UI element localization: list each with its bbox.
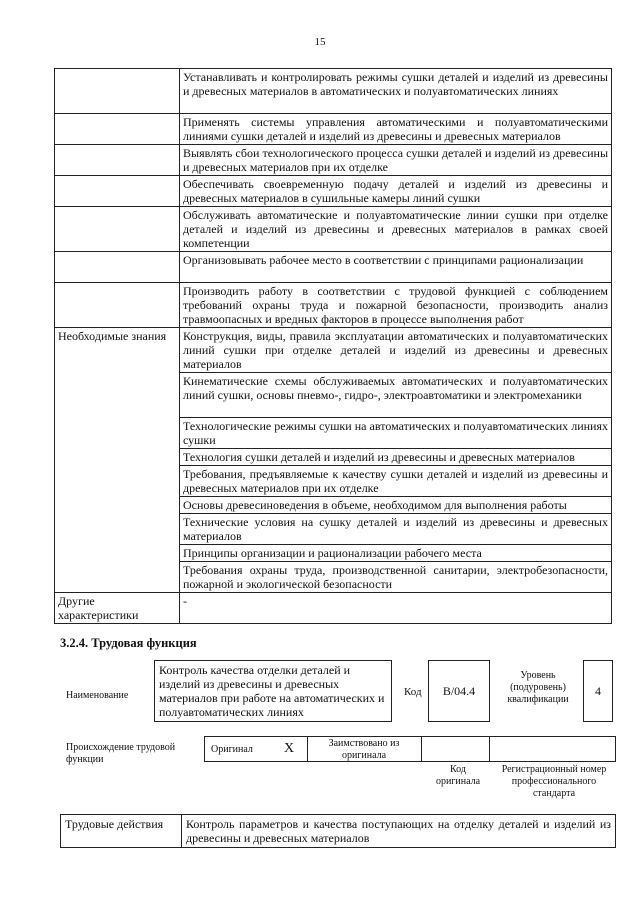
empty-label-cell: [55, 176, 180, 207]
knowledge-item: Технологические режимы сушки на автоматических и полуавтоматических линиях сушки: [180, 418, 612, 449]
actions-label: Трудовые действия: [61, 815, 182, 848]
knowledge-item: Кинематические схемы обслуживаемых автоматических и полуавтоматических линий сушки, основы пневмо-, гидро-, электроавтоматики и электромеханики: [180, 373, 612, 418]
table-row: [55, 328, 612, 373]
function-name-box: [154, 660, 392, 722]
skill-item: Применять системы управления автоматическими и полуавтоматическими линиями сушки деталей и изделий из древесины и древесных материалов: [180, 114, 612, 145]
table-row: [55, 252, 612, 283]
level-value: 4: [595, 684, 601, 698]
table-row: [55, 283, 612, 328]
skill-item: Производить работу в соответствии с трудовой функцией с соблюдением требований охраны труда и пожарной безопасности, производить анализ травмоопасных и вредных факторов в процессе выполнения работ: [180, 283, 612, 328]
empty-label-cell: [55, 283, 180, 328]
knowledge-item: Требования охраны труда, производственной санитарии, электробезопасности, пожарной и экологической безопасности: [180, 562, 612, 593]
knowledge-item: Принципы организации и рационализации рабочего места: [180, 545, 612, 562]
empty-label-cell: [55, 69, 180, 114]
skill-item: Выявлять сбои технологического процесса сушки деталей и изделий из древесины и древесных материалов при их отделке: [180, 145, 612, 176]
actions-value: Контроль параметров и качества поступающих на отделку деталей и изделий из древесины и древесных материалов: [182, 815, 616, 848]
knowledge-item: Требования, предъявляемые к качеству сушки деталей и изделий из древесины и древесных материалов при их отделке: [180, 466, 612, 497]
section-title: 3.2.4. Трудовая функция: [60, 636, 197, 650]
skill-item: Устанавливать и контролировать режимы сушки деталей и изделий из древесины и древесных материалов в автоматических и полуавтоматических линиях: [180, 69, 612, 114]
name-label: Наименование: [66, 690, 129, 701]
divider: [489, 737, 490, 761]
empty-label-cell: [55, 114, 180, 145]
reg-number-caption: Регистрационный номер профессионального стандарта: [501, 764, 607, 799]
knowledge-item: Конструкция, виды, правила эксплуатации автоматических и полуавтоматических линий сушки при отделке деталей и изделий из древесины и древесных материалов: [180, 328, 612, 373]
page-number: 15: [314, 36, 326, 48]
empty-label-cell: [55, 145, 180, 176]
table-row: [55, 207, 612, 252]
table-row: [55, 145, 612, 176]
knowledge-item: Технические условия на сушку деталей и изделий из древесины и древесных материалов: [180, 514, 612, 545]
origin-box: [204, 736, 616, 762]
level-label: Уровень (подуровень) квалификации: [507, 670, 569, 705]
knowledge-item: Основы древесиноведения в объеме, необходимом для выполнения работы: [180, 497, 612, 514]
table-row: [55, 114, 612, 145]
function-code-value: B/04.4: [442, 684, 476, 698]
table-row: [61, 815, 616, 848]
level-box: [583, 660, 613, 722]
code-original-caption: Код оригинала: [435, 764, 481, 787]
skill-item: Обслуживать автоматические и полуавтоматические линии сушки при отделке деталей и изделий из древесины и древесных материалов в рамках своей компетенции: [180, 207, 612, 252]
other-label: Другие характеристики: [55, 593, 180, 624]
divider: [307, 737, 308, 761]
other-value: -: [180, 593, 612, 624]
skill-item: Обеспечивать своевременную подачу деталей и изделий из древесины и древесных материалов в сушильные камеры линий сушки: [180, 176, 612, 207]
requirements-table: [54, 68, 612, 624]
function-name-value: Контроль качества отделки деталей и изделий из древесины и древесных материалов при работе на автоматических и полуавтоматических линиях: [159, 663, 385, 719]
actions-table: [60, 814, 616, 848]
original-label: Оригинал: [211, 744, 253, 755]
empty-label-cell: [55, 207, 180, 252]
code-label: Код: [404, 686, 422, 698]
table-row: [55, 176, 612, 207]
table-row: [55, 593, 612, 624]
origin-label: Происхождение трудовой функции: [66, 742, 176, 765]
skill-item: Организовывать рабочее место в соответствии с принципами рационализации: [180, 252, 612, 283]
empty-label-cell: [55, 252, 180, 283]
table-row: [55, 69, 612, 114]
borrowed-label: Заимствовано из оригинала: [328, 738, 400, 761]
knowledge-item: Технология сушки деталей и изделий из древесины и древесных материалов: [180, 449, 612, 466]
divider: [421, 737, 422, 761]
original-mark: X: [283, 741, 295, 756]
knowledge-label: Необходимые знания: [55, 328, 180, 593]
function-code-box: [428, 660, 490, 722]
